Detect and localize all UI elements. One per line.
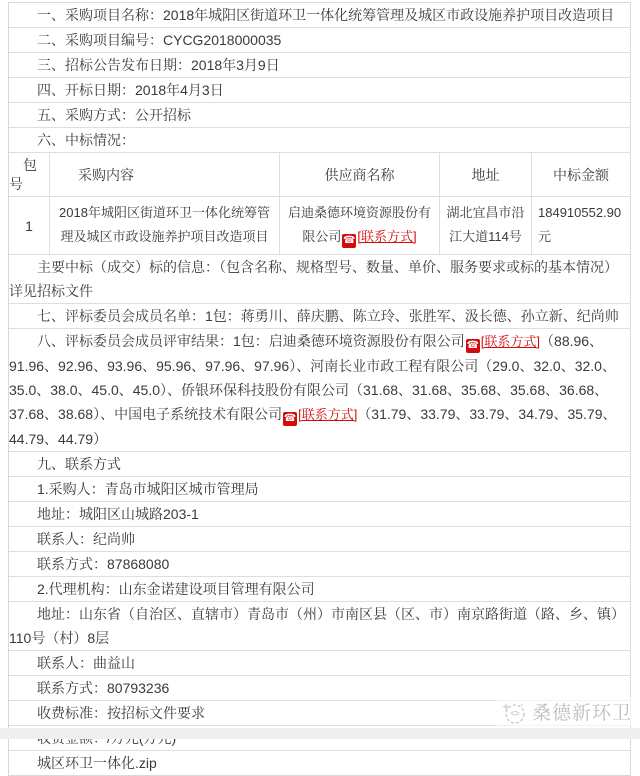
supplier-name: 启迪桑德环境资源股份有限公司 [287, 205, 431, 244]
header-package-no: 包号 [9, 157, 37, 192]
row-project-number: 二、采购项目编号：CYCG2018000035 [9, 28, 630, 53]
row-contact-heading: 九、联系方式 [9, 452, 630, 477]
watermark-text: 桑德新环卫 [531, 703, 632, 724]
review-result-text-2: （88.96、91.96、92.96、93.96、95.96、97.96、97.96）、河南长业市政工程有限公司（29.0、32.0、32.0、35.0、38.0、45.0、45.0）、侨银环保科技股份有限公司（31.68、31.68、35.68、35.68、36.68、37.68、38.68）、中国电子系统技术有限公司 [9, 333, 616, 422]
phone-icon: ☎ [466, 340, 480, 351]
sande-logo-icon [501, 699, 527, 725]
watermark [497, 697, 636, 726]
row-purchaser-phone: 联系方式：87868080 [9, 552, 630, 577]
cell-content: 2018年城阳区街道环卫一体化统筹管理及城区市政设施养护项目改造项目 [49, 197, 279, 254]
phone-icon: ☎ [283, 413, 297, 424]
header-content: 采购内容 [49, 153, 279, 196]
header-supplier: 供应商名称 [279, 153, 439, 196]
award-result-table [9, 153, 630, 255]
row-agency-phone: 联系方式：80793236 [9, 676, 630, 701]
review-contact-link-2[interactable]: [联系方式] [298, 407, 358, 422]
cell-supplier [279, 197, 439, 254]
row-agency-address: 地址：山东省（自治区、直辖市）青岛市（州）市南区县（区、市）南京路街道（路、乡、镇）110号（村）8层 [9, 602, 630, 651]
cell-package-no: 1 [25, 217, 33, 234]
row-purchase-method: 五、采购方式：公开招标 [9, 103, 630, 128]
supplier-contact-link[interactable]: [联系方式] [357, 229, 417, 244]
row-main-award-info: 主要中标（成交）标的信息：（包含名称、规格型号、数量、单价、服务要求或标的基本情况） 详见招标文件 [9, 255, 630, 304]
phone-icon: ☎ [343, 235, 356, 246]
procurement-announcement-table [8, 2, 631, 776]
row-open-date: 四、开标日期：2018年4月3日 [9, 78, 630, 103]
cell-amount [531, 197, 630, 254]
attachment-zip-link[interactable]: 城区环卫一体化.zip [37, 755, 157, 771]
amount-unit: 元 [538, 229, 552, 244]
row-fee-standard: 收费标准：按招标文件要求 [9, 701, 630, 726]
row-purchaser-name: 1.采购人：青岛市城阳区城市管理局 [9, 477, 630, 502]
row-agency-name: 2.代理机构：山东金诺建设项目管理有限公司 [9, 577, 630, 602]
row-announce-date: 三、招标公告发布日期：2018年3月9日 [9, 53, 630, 78]
review-result-text-3: （31.79、33.79、33.79、34.79、35.79、44.79、44.79） [9, 406, 617, 447]
row-attachment [9, 751, 630, 775]
cell-address: 湖北宜昌市沿江大道114号 [439, 197, 531, 254]
review-contact-link-1[interactable]: [联系方式] [480, 334, 541, 349]
row-review-result [9, 329, 630, 452]
row-project-name: 一、采购项目名称：2018年城阳区街道环卫一体化统筹管理及城区市政设施养护项目改造项目 [9, 3, 630, 28]
row-award-heading: 六、中标情况： [9, 128, 630, 153]
row-purchaser-address: 地址：城阳区山城路203-1 [9, 502, 630, 527]
row-purchaser-contact: 联系人：纪尚帅 [9, 527, 630, 552]
header-amount: 中标金额 [531, 153, 630, 196]
row-agency-contact: 联系人：曲益山 [9, 651, 630, 676]
review-result-text-1: 八、评标委员会成员评审结果：1包：启迪桑德环境资源股份有限公司 [37, 333, 465, 349]
amount-value: 184910552.90 [538, 205, 622, 220]
row-committee-list: 七、评标委员会成员名单：1包：蒋勇川、薛庆鹏、陈立玲、张胜军、汲长德、孙立新、纪尚帅 [9, 304, 630, 329]
award-table-header-row [9, 153, 630, 197]
award-table-data-row [9, 197, 630, 254]
page-bottom-strip [0, 728, 640, 739]
header-address: 地址 [439, 153, 531, 196]
